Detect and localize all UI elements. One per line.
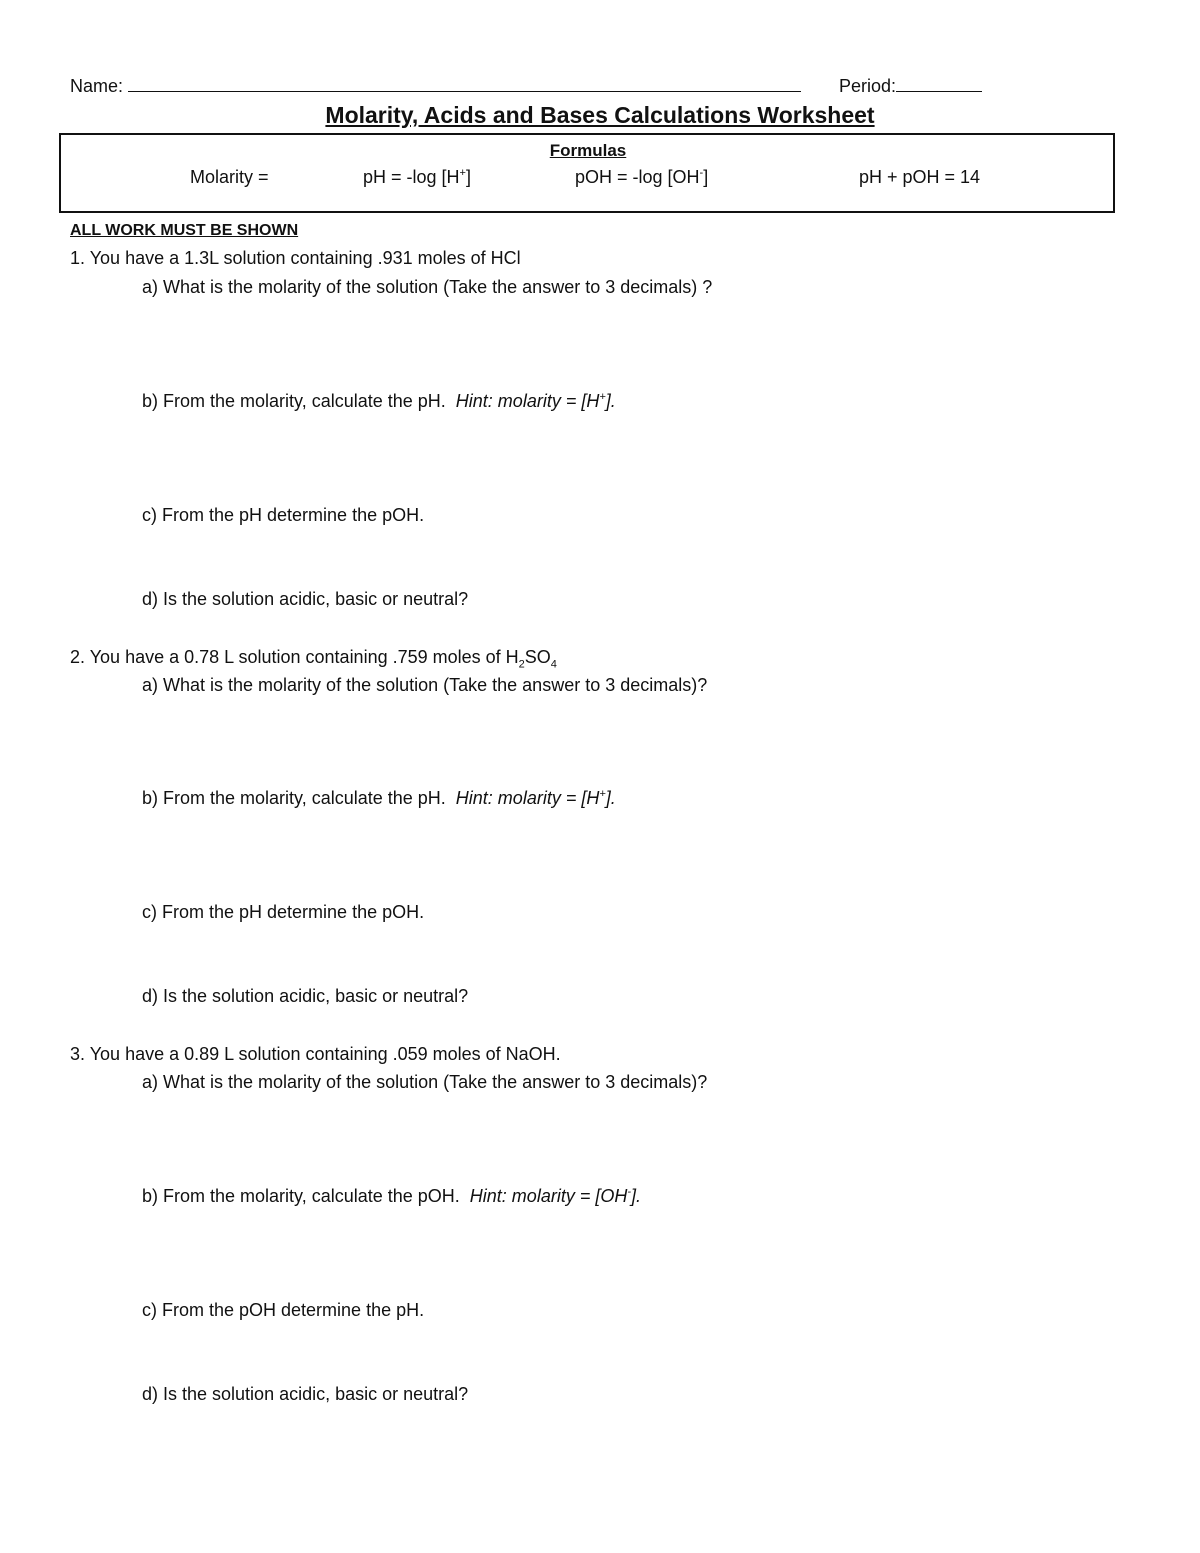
q3-part-a: a) What is the molarity of the solution (Take the answer to 3 decimals)? — [142, 1072, 708, 1092]
q3-stem: 3. You have a 0.89 L solution containing .059 moles of NaOH. — [70, 1044, 561, 1064]
period-row — [839, 75, 982, 97]
q3-part-d: d) Is the solution acidic, basic or neutral? — [142, 1384, 469, 1404]
formula-ph: pH = -log [H+] — [363, 167, 471, 187]
q1-part-d: d) Is the solution acidic, basic or neutral? — [142, 589, 469, 609]
q1-part-a: a) What is the molarity of the solution (Take the answer to 3 decimals) ? — [142, 277, 713, 297]
q3-part-c: c) From the pOH determine the pH. — [142, 1300, 425, 1320]
name-label: Name: — [70, 76, 124, 96]
formula-ph-poh-sum: pH + pOH = 14 — [859, 167, 981, 187]
q2-part-d: d) Is the solution acidic, basic or neutral? — [142, 986, 469, 1006]
instruction-all-work: ALL WORK MUST BE SHOWN — [70, 222, 299, 239]
q1-part-c: c) From the pH determine the pOH. — [142, 505, 425, 525]
formula-poh: pOH = -log [OH-] — [575, 167, 709, 187]
period-label: Period: — [839, 76, 897, 96]
period-field[interactable] — [896, 75, 982, 92]
q2-part-a: a) What is the molarity of the solution (Take the answer to 3 decimals)? — [142, 675, 708, 695]
q3-part-b: b) From the molarity, calculate the pOH. Hint: molarity = [OH-]. — [142, 1186, 642, 1206]
q2-part-b: b) From the molarity, calculate the pH. Hint: molarity = [H+]. — [142, 788, 616, 808]
q1-hint: Hint: molarity = [H+]. — [455, 391, 616, 411]
name-row — [70, 75, 801, 97]
formulas-heading: Formulas — [549, 141, 627, 160]
q2-part-c: c) From the pH determine the pOH. — [142, 902, 425, 922]
name-field[interactable] — [128, 75, 801, 92]
q1-stem: 1. You have a 1.3L solution containing .931 moles of HCl — [70, 248, 521, 268]
worksheet-title: Molarity, Acids and Bases Calculations Worksheet — [325, 102, 875, 128]
formula-molarity: Molarity = — [190, 167, 269, 187]
q2-hint: Hint: molarity = [H+]. — [455, 788, 616, 808]
q1-part-b: b) From the molarity, calculate the pH. Hint: molarity = [H+]. — [142, 391, 616, 411]
q2-stem: 2. You have a 0.78 L solution containing .759 moles of $H_2SO_4$ — [70, 647, 557, 671]
q3-hint: Hint: molarity = [OH-]. — [469, 1186, 642, 1206]
